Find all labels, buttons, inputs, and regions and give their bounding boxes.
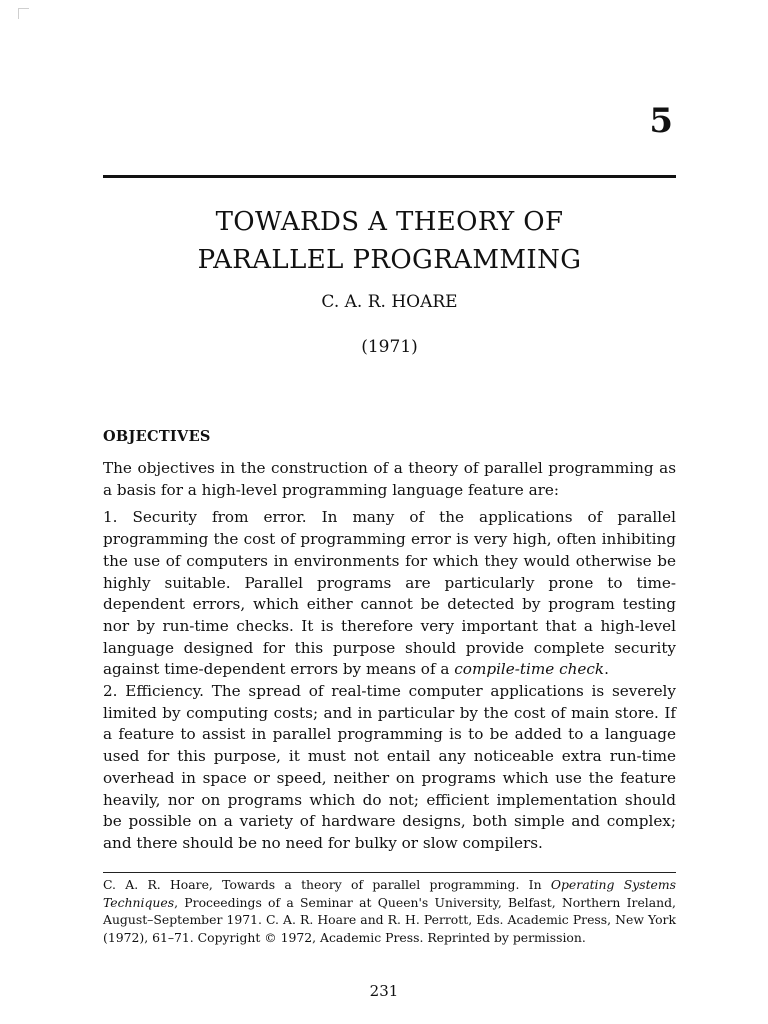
body-text xyxy=(103,458,676,855)
footnote xyxy=(103,876,676,946)
section-heading: OBJECTIVES xyxy=(103,428,211,445)
objective-security-text: 1. Security from error. In many of the applications of parallel programming the cost of programming error is very high, often inhibiting the use of computers in environments for which they would otherwise be highly suitable. Parallel programs are particularly prone to time-dependent errors, which either cannot be detected by program testing nor by run-time checks. It is therefore very important that a high-level language designed for this purpose should provide complete security against time-dependent errors by means of a xyxy=(103,508,676,679)
scan-corner-mark xyxy=(18,8,29,19)
intro-paragraph: The objectives in the construction of a theory of parallel programming as a basis for a high-level programming language feature are: xyxy=(103,459,676,499)
page-number: 231 xyxy=(369,982,399,1000)
footnote-part-2: , Proceedings of a Seminar at Queen's University, Belfast, Northern Ireland, August–September 1971. C. A. R. Hoare and R. H. Perrott, Eds. Academic Press, New York (1972), 61–71. Copyright © 1972, Academic Press. Reprinted by permission. xyxy=(103,894,676,945)
footnote-book-title: Operating Systems Techniques xyxy=(103,877,676,910)
compile-time-check-emphasis: compile-time check xyxy=(454,660,605,679)
footnote-part-1: C. A. R. Hoare, Towards a theory of parallel programming. In xyxy=(103,877,551,892)
footnote-rule xyxy=(103,872,676,873)
chapter-title xyxy=(103,203,676,279)
author: C. A. R. HOARE xyxy=(321,292,458,312)
objective-security-end: . xyxy=(604,660,609,679)
objective-efficiency: 2. Efficiency. The spread of real-time computer applications is severely limited by computing costs; and in particular by the cost of main store. If a feature to assist in parallel programming is to be added to a language used for this purpose, it must not entail any noticeable extra run-time overhead in space or speed, neither on programs which use the feature heavily, nor on programs which do not; efficient implementation should be possible on a variety of hardware designs, both simple and complex; and there should be no need for bulky or slow compilers. xyxy=(103,682,676,852)
objective-security xyxy=(103,507,676,681)
publication-year: (1971) xyxy=(361,337,418,357)
chapter-number: 5 xyxy=(649,101,673,141)
title-rule xyxy=(103,175,676,178)
title-line-1: TOWARDS A THEORY OF xyxy=(215,207,564,237)
title-line-2: PARALLEL PROGRAMMING xyxy=(197,245,582,275)
